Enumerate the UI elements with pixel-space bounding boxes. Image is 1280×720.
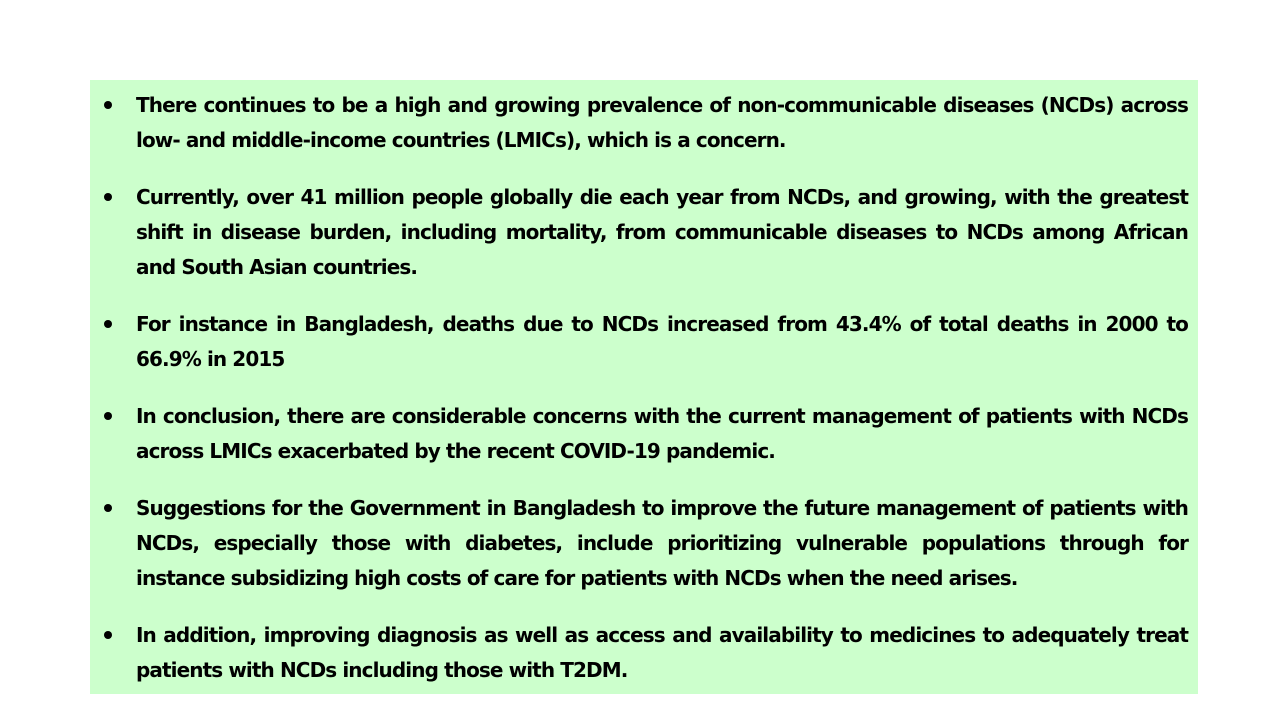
bullet-item-3: [100, 307, 1188, 377]
bullet-dot-icon: [104, 631, 112, 639]
bullet-text: For instance in Bangladesh, deaths due to NCDs increased from 43.4% of total deaths in 2000 to 66.9% in 2015: [136, 312, 1188, 371]
bullet-dot-icon: [104, 412, 112, 420]
bullet-text: There continues to be a high and growing prevalence of non-communicable diseases (NCDs) across low- and middle-income countries (LMICs), which is a concern.: [136, 93, 1188, 152]
bullet-dot-icon: [104, 101, 112, 109]
bullet-item-1: [100, 88, 1188, 158]
bullet-text-box: [90, 80, 1198, 694]
bullet-dot-icon: [104, 320, 112, 328]
bullet-item-6: [100, 618, 1188, 688]
bullet-text: Currently, over 41 million people globally die each year from NCDs, and growing, with the greatest shift in disease burden, including mortality, from communicable diseases to NCDs among African and South Asian countries.: [136, 185, 1188, 279]
bullet-text: In conclusion, there are considerable concerns with the current management of patients with NCDs across LMICs exacerbated by the recent COVID-19 pandemic.: [136, 404, 1188, 463]
bullet-item-5: [100, 491, 1188, 596]
bullet-text: Suggestions for the Government in Bangladesh to improve the future management of patients with NCDs, especially those with diabetes, include prioritizing vulnerable populations through for instance subsidizing high costs of care for patients with NCDs when the need arises.: [136, 496, 1188, 590]
bullet-text: In addition, improving diagnosis as well as access and availability to medicines to adequately treat patients with NCDs including those with T2DM.: [136, 623, 1188, 682]
bullet-dot-icon: [104, 193, 112, 201]
bullet-item-2: [100, 180, 1188, 285]
bullet-item-4: [100, 399, 1188, 469]
bullet-dot-icon: [104, 504, 112, 512]
bullet-list: [100, 88, 1188, 688]
